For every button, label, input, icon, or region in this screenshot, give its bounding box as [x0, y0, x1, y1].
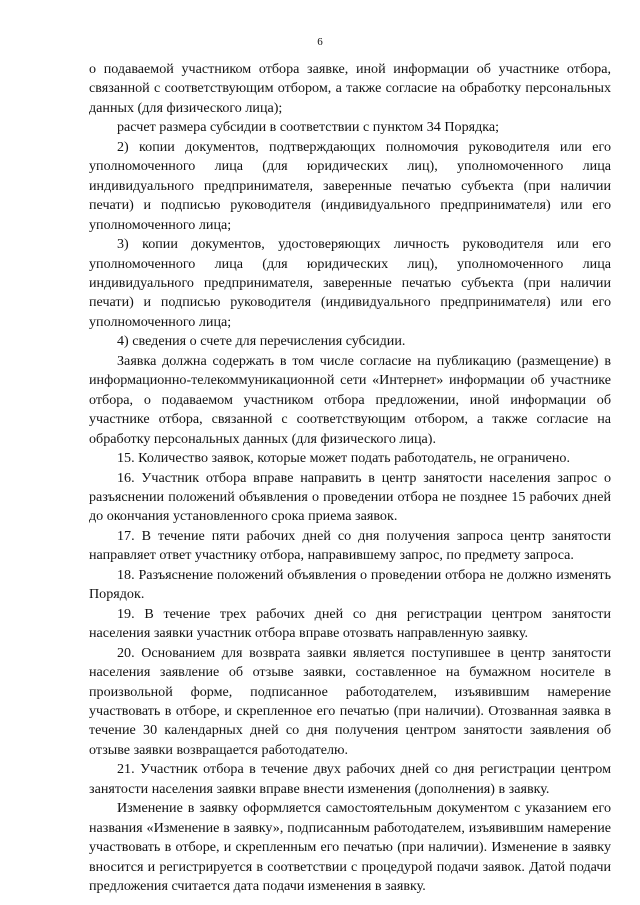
paragraph-item-4: 4) сведения о счете для перечисления субсидии. — [117, 333, 406, 350]
paragraph-subsidy-calculation: расчет размера субсидии в соответствии с пунктом 34 Порядка; — [117, 119, 500, 136]
paragraph-16: 16. Участник отбора вправе направить в центр занятости населения запрос о разъяснении положений объявления о проведении отбора не позднее 15 рабочих дней до окончания установленного срока приема заявок. — [89, 469, 611, 525]
paragraph-15: 15. Количество заявок, которые может подать работодатель, не ограничено. — [117, 450, 571, 467]
paragraph-amendment: Изменение в заявку оформляется самостоятельным документом с указанием его названия «Изменение в заявку», подписанным работодателем, изъявившим намерение участвовать в отборе, и скрепленным его печатью (при наличии). Изменение в заявку вносится и регистрируется в соответствии с процедурой подачи заявок. Датой подачи предложения считается дата подачи изменения в заявку. — [89, 800, 611, 895]
document-body — [89, 60, 611, 896]
paragraph-18: 18. Разъяснение положений объявления о проведении отбора не должно изменять Порядок. — [89, 566, 611, 603]
paragraph-21: 21. Участник отбора в течение двух рабочих дней со дня регистрации центром занятости населения заявки вправе внести изменения (дополнения) в заявку. — [89, 761, 611, 797]
paragraph-item-2: 2) копии документов, подтверждающих полномочия руководителя или его уполномоченного лица (для юридических лиц), уполномоченного лица индивидуального предпринимателя, заверенные печатью субъекта (при наличии печати) и подписью руководителя (индивидуального предпринимателя) или его уполномоченного лица; — [89, 138, 611, 233]
paragraph-item-3: 3) копии документов, удостоверяющих личность руководителя или его уполномоченного лица (для юридических лиц), уполномоченного лица индивидуального предпринимателя, заверенные печатью субъекта (при наличии печати) и подписью руководителя (индивидуального предпринимателя) или его уполномоченного лица; — [89, 236, 611, 330]
paragraph-intro-continuation: о подаваемой участником отбора заявке, иной информации об участнике отбора, связанной с соответствующим отбором, а также согласие на обработку персональных данных (для физического лица); — [89, 61, 611, 116]
page-number: 6 — [317, 36, 323, 48]
paragraph-application-consent: Заявка должна содержать в том числе согласие на публикацию (размещение) в информационно-телекоммуникационной сети «Интернет» информации об участнике отбора, о подаваемом участником отбора предложении, иной информации об участнике отбора, связанной с соответствующим отбором, а также согласие на обработку персональных данных (для физического лица). — [89, 352, 611, 447]
paragraph-17: 17. В течение пяти рабочих дней со дня получения запроса центр занятости направляет ответ участнику отбора, направившему запрос, по предмету запроса. — [89, 527, 611, 564]
paragraph-20: 20. Основанием для возврата заявки является поступившее в центр занятости населения заявление об отзыве заявки, составленное на бумажном носителе в произвольной форме, подписанное работодателем, изъявившим намерение участвовать в отборе, и скрепленное его печатью (при наличии). Отозванная заявка в течение 30 календарных дней со дня получения центром занятости заявления об отзыве заявки возвращается работодателю. — [89, 644, 611, 758]
paragraph-19: 19. В течение трех рабочих дней со дня регистрации центром занятости населения заявки участник отбора вправе отозвать направленную заявку. — [89, 605, 611, 642]
